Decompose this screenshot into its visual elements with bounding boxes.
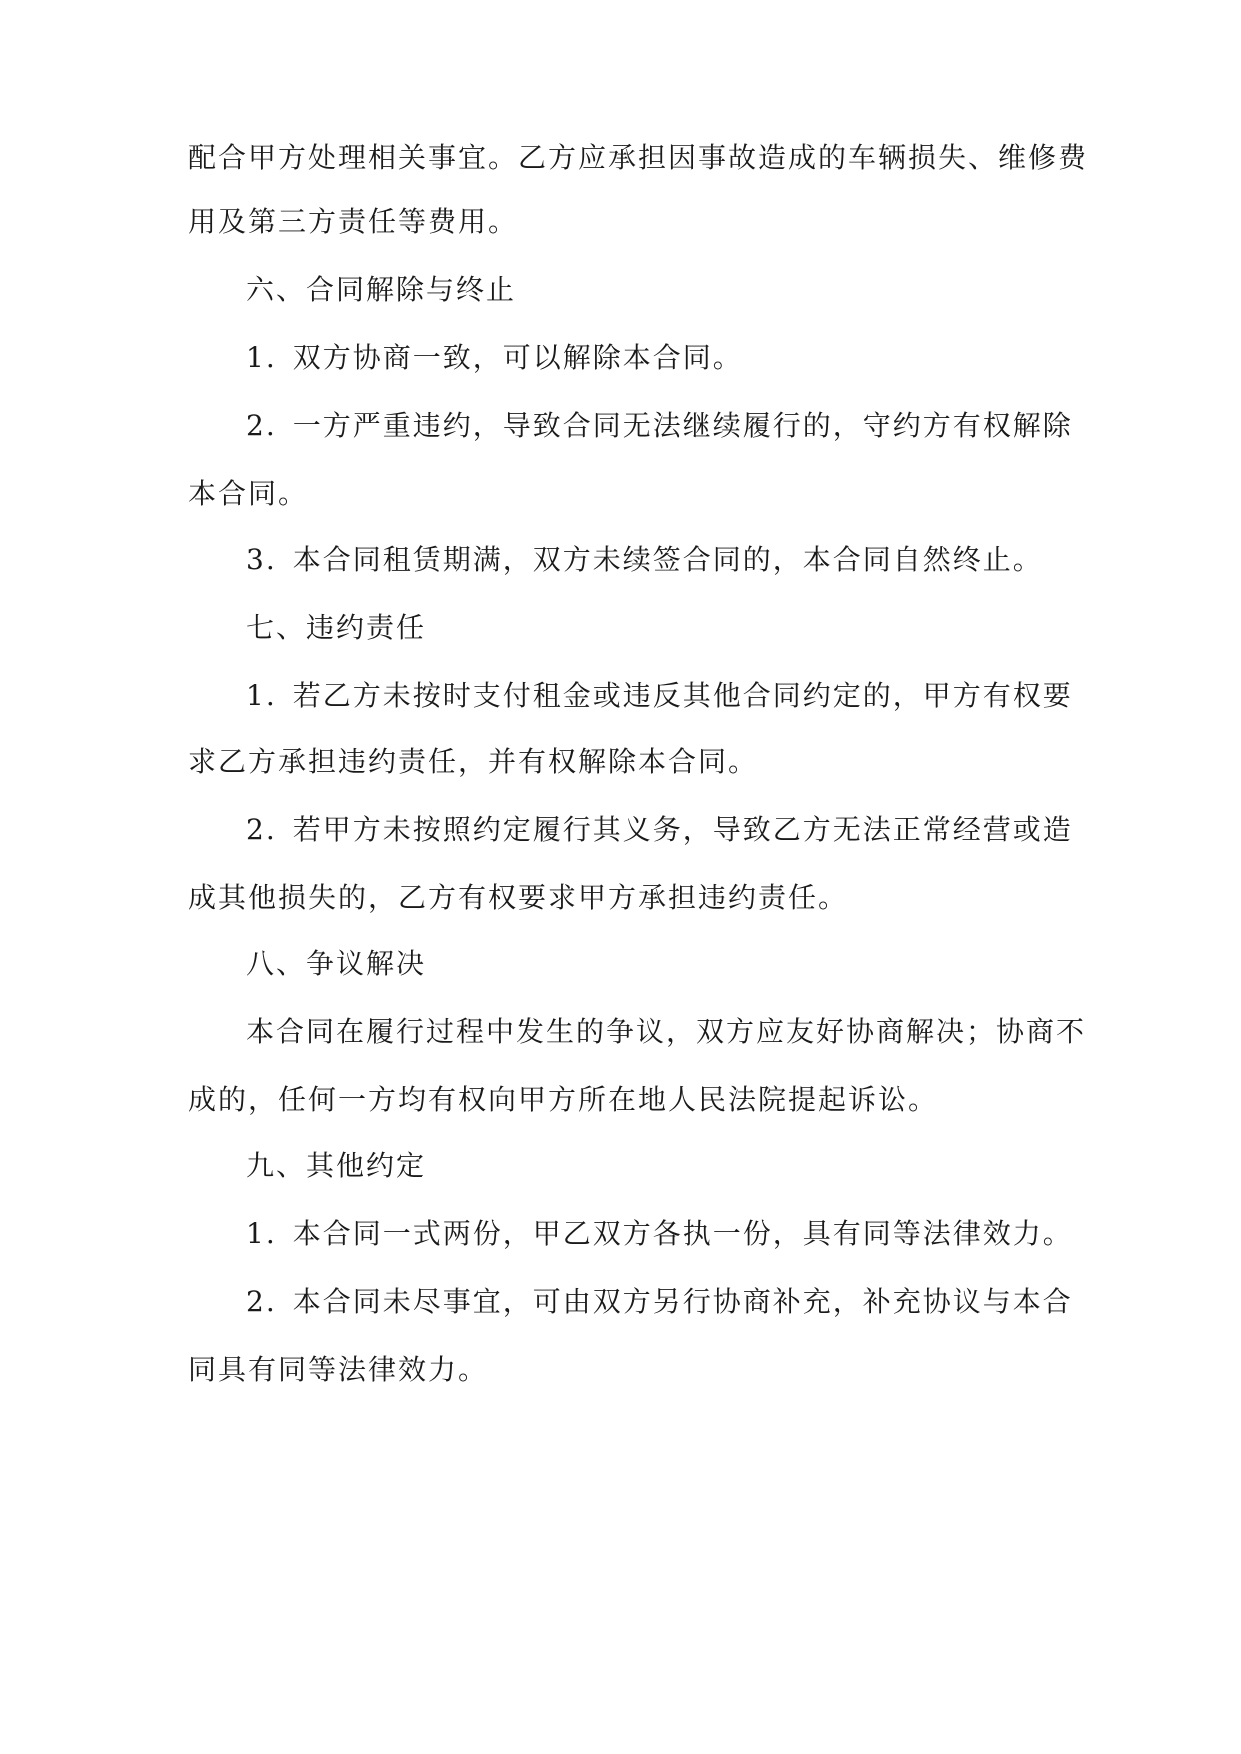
paragraph-line: 本合同。 xyxy=(188,477,309,510)
list-number: 3. xyxy=(246,543,277,576)
paragraph-line: 用及第三方责任等费用。 xyxy=(188,205,519,238)
list-item xyxy=(246,338,743,378)
paragraph-line: 成的，任何一方均有权向甲方所在地人民法院提起诉讼。 xyxy=(188,1083,939,1116)
list-number: 1. xyxy=(246,679,277,712)
list-item-text: 本合同一式两份，甲乙双方各执一份，具有同等法律效力。 xyxy=(292,1217,1073,1250)
list-item-text: 若甲方未按照约定履行其义务，导致乙方无法正常经营或造 xyxy=(292,813,1073,846)
list-number: 1. xyxy=(246,341,277,374)
paragraph-line: 同具有同等法律效力。 xyxy=(188,1353,489,1386)
list-number: 1. xyxy=(246,1217,277,1250)
list-item-text: 若乙方未按时支付租金或违反其他合同约定的，甲方有权要 xyxy=(292,679,1073,712)
list-number: 2. xyxy=(246,813,277,846)
paragraph-line: 成其他损失的，乙方有权要求甲方承担违约责任。 xyxy=(188,881,849,914)
list-item-text: 本合同未尽事宜，可由双方另行协商补充，补充协议与本合 xyxy=(292,1285,1073,1318)
list-item-text: 双方协商一致，可以解除本合同。 xyxy=(292,341,743,374)
list-item xyxy=(246,676,1073,716)
section-heading: 六、合同解除与终止 xyxy=(246,273,517,306)
list-item-text: 本合同租赁期满，双方未续签合同的，本合同自然终止。 xyxy=(292,543,1043,576)
paragraph-line: 本合同在履行过程中发生的争议，双方应友好协商解决；协商不 xyxy=(246,1015,1087,1048)
list-item xyxy=(246,1214,1073,1254)
section-heading: 九、其他约定 xyxy=(246,1149,427,1182)
list-item xyxy=(246,540,1043,580)
list-item xyxy=(246,810,1073,850)
section-heading: 八、争议解决 xyxy=(246,947,427,980)
list-item xyxy=(246,406,1073,446)
list-number: 2. xyxy=(246,1285,277,1318)
list-item xyxy=(246,1282,1073,1322)
paragraph-line: 配合甲方处理相关事宜。乙方应承担因事故造成的车辆损失、维修费 xyxy=(188,141,1089,174)
list-item-text: 一方严重违约，导致合同无法继续履行的，守约方有权解除 xyxy=(292,409,1073,442)
section-heading: 七、违约责任 xyxy=(246,611,427,644)
paragraph-line: 求乙方承担违约责任，并有权解除本合同。 xyxy=(188,745,759,778)
list-number: 2. xyxy=(246,409,277,442)
